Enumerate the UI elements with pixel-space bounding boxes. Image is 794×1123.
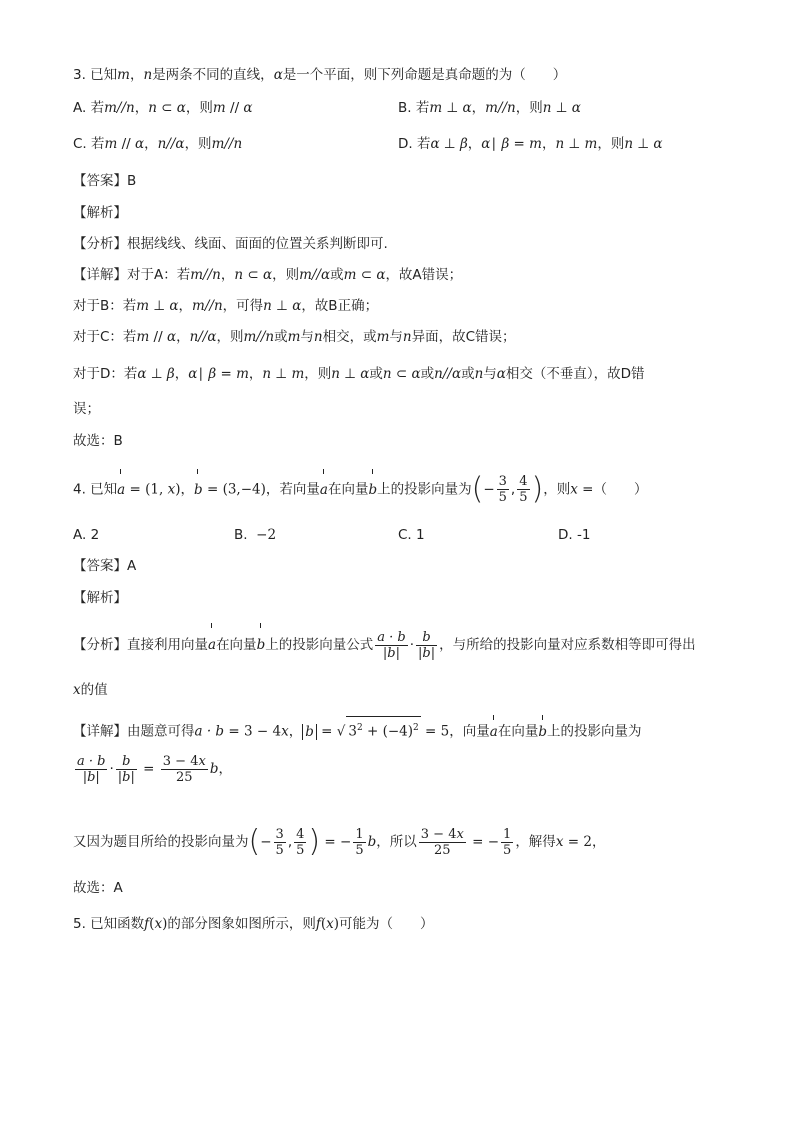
option-text: ，则	[184, 136, 212, 152]
answer-tag: 【答案】	[73, 558, 127, 574]
detail-text: 与	[389, 329, 403, 345]
q4-fenxi-wrap: x的值	[73, 682, 108, 698]
detail-text: 与	[483, 366, 497, 382]
option-label: B. 若	[398, 100, 430, 116]
analysis-tag: 【解析】	[73, 205, 127, 221]
fenxi-text: 上的投影向量公式	[265, 637, 374, 653]
q3-stem: 3. 已知m，n是两条不同的直线，α是一个平面，则下列命题是真命题的为（ ）	[73, 67, 567, 83]
detail-text: ，所以	[376, 834, 417, 850]
q4-stem-text: 4. 已知	[73, 481, 118, 498]
option-text: A. 2	[73, 527, 100, 543]
detail-text: 又因为题目所给的投影向量为	[73, 834, 249, 850]
q4-option-b	[234, 526, 276, 544]
q3-option-b: B. 若m ⊥ α，m//n，则n ⊥ α	[398, 100, 581, 116]
q4-option-d	[558, 526, 590, 544]
detail-text: 或	[274, 329, 288, 345]
q4-stem-text: （ ）	[593, 481, 648, 498]
analysis-tag: 【解析】	[73, 590, 127, 606]
q4-stem-text: ，	[180, 481, 194, 498]
xiangjie-tag: 【详解】	[73, 267, 127, 283]
fenxi-text: ，与所给的投影向量对应系数相等即可得出	[439, 637, 696, 653]
q3-detail-b: 对于B：若m ⊥ α，m//n，可得n ⊥ α，故B正确；	[73, 298, 379, 314]
detail-text: 或	[420, 366, 435, 382]
q3-choose	[73, 432, 123, 450]
q4-stem-text: ，若向量	[265, 481, 320, 498]
q3-stem-text: ，	[129, 67, 144, 83]
detail-text: ，则	[272, 267, 300, 283]
option-label: A. 若	[73, 100, 105, 116]
q3-detail-c: 对于C：若m // α，n//α，则m//n或m与n相交，或m与n异面，故C错误；	[73, 329, 516, 345]
answer-value: B	[127, 173, 137, 189]
q3-answer	[73, 172, 136, 190]
detail-text: ，可得	[222, 298, 264, 314]
detail-text: ，	[218, 761, 232, 777]
detail-text: ，解得	[515, 834, 556, 850]
q5-stem-text: 可能为（ ）	[339, 916, 434, 932]
option-text: ，则	[515, 100, 543, 116]
q3-option-c: C. 若m // α，n//α，则m//n	[73, 136, 243, 152]
q4-stem-text: 上的投影向量为	[377, 481, 472, 498]
detail-text: 相交，或	[322, 329, 377, 345]
q4-stem: 4. 已知a = (1, x)，b = (3,−4)，若向量a在向量b上的投影向量为(− $\frac{3}{5}$ , $\frac{4}{5}$ )，则x =（ ）	[73, 471, 648, 507]
q5-stem-text: 的部分图象如图所示，则	[167, 916, 316, 932]
q5-stem-text: 5. 已知函数	[73, 916, 145, 932]
q4-detail-2: $\frac{a \cdot b}{|b|}$ · $\frac{b}{|b|}$ = $\frac{3 - 4x}{25}$ b，	[77, 753, 232, 785]
option-text: ，则	[185, 100, 213, 116]
detail-text: ，向量	[449, 723, 490, 740]
q4-answer	[73, 557, 136, 575]
answer-value: A	[127, 558, 137, 574]
detail-text: ，则	[304, 366, 332, 382]
q4-stem-text: 在向量	[327, 481, 369, 498]
choose-text: 故选：A	[73, 880, 123, 896]
q4-fenxi: 【分析】直接利用向量a在向量b上的投影向量公式 $\frac{a \cdot b}{|b|}$ · $\frac{b}{|b|}$ ，与所给的投影向量对应系数相等即可得出	[73, 629, 696, 661]
q3-stem-text: 是一个平面，则下列命题是真命题的为（ ）	[282, 67, 567, 83]
detail-text: 误；	[73, 401, 100, 417]
fenxi-tag: 【分析】	[73, 236, 127, 252]
fenxi-tag: 【分析】	[73, 637, 127, 653]
q3-analysis-tag	[73, 204, 127, 222]
q4-detail-1: 【详解】由题意可得a · b = 3 − 4x， b = √ $3^2 + (-4)^2 = 5$，向量a在向量b上的投影向量为	[73, 716, 641, 743]
fenxi-text: 直接利用向量	[127, 637, 208, 653]
q5-stem: 5. 已知函数f(x)的部分图象如图所示，则f(x)可能为（ ）	[73, 916, 434, 932]
option-label: D. 若	[398, 136, 431, 152]
fenxi-text: 的值	[80, 682, 108, 698]
option-text: D. -1	[558, 527, 591, 543]
detail-text: ，则	[216, 329, 244, 345]
detail-text: 上的投影向量为	[546, 723, 642, 740]
option-text: −2	[256, 527, 277, 543]
option-label: C. 若	[73, 136, 105, 152]
detail-text: 在向量	[497, 723, 539, 740]
xiangjie-tag: 【详解】	[73, 723, 127, 740]
option-text: C. 1	[398, 527, 425, 543]
q3-detail-a: 【详解】对于A：若m//n，n ⊂ α，则m//α或m ⊂ α，故A错误；	[73, 267, 463, 283]
detail-text: 或	[330, 267, 344, 283]
detail-text: ，故A错误；	[385, 267, 463, 283]
q3-stem-text: 3. 已知	[73, 67, 118, 83]
q4-option-c	[398, 526, 425, 544]
answer-tag: 【答案】	[73, 173, 127, 189]
detail-text: 对于B：若	[73, 298, 137, 314]
q4-analysis-tag	[73, 589, 127, 607]
detail-text: 相交（不垂直），故D错	[505, 366, 645, 382]
q3-detail-d-wrap	[73, 400, 100, 418]
detail-text: ，	[288, 723, 303, 740]
q4-detail-3: 又因为题目所给的投影向量为(− $\frac{3}{5}$ , $\frac{4}{5}$ ) = − $\frac{1}{5}$ b，所以 $\frac{3 - 4x}{25}$ = − $\frac{1}{5}$ ，解得x = 2，	[73, 824, 606, 859]
q3-fenxi	[73, 235, 388, 253]
q3-option-d: D. 若α ⊥ β，α∣ β = m，n ⊥ m，则n ⊥ α	[398, 136, 663, 152]
q3-detail-d: 对于D：若α ⊥ β，α∣ β = m，n ⊥ m，则n ⊥ α或n ⊂ α或n//α或n与α相交（不垂直），故D错	[73, 366, 645, 382]
option-label: B.	[234, 527, 248, 543]
detail-text: 异面，故C错误；	[411, 329, 516, 345]
option-text: ，则	[597, 136, 625, 152]
detail-text: 或	[369, 366, 383, 382]
q3-stem-text: 是两条不同的直线，	[152, 67, 274, 83]
q3-option-a: A. 若m//n，n ⊂ α，则m // α	[73, 100, 253, 116]
q4-choose	[73, 879, 123, 897]
q4-stem-text: ，则	[543, 481, 571, 498]
detail-text: 对于C：若	[73, 329, 137, 345]
detail-text: ，故B正确；	[301, 298, 379, 314]
detail-text: 与	[300, 329, 314, 345]
detail-text: 或	[461, 366, 475, 382]
detail-text: 对于A：若	[127, 267, 191, 283]
detail-text: 对于D：若	[73, 366, 138, 382]
detail-text: ，	[591, 834, 606, 850]
fenxi-text: 根据线线、线面、面面的位置关系判断即可.	[127, 236, 388, 252]
fenxi-text: 在向量	[216, 637, 257, 653]
choose-text: 故选：B	[73, 433, 123, 449]
detail-text: 由题意可得	[127, 723, 195, 740]
q4-option-a	[73, 526, 99, 544]
